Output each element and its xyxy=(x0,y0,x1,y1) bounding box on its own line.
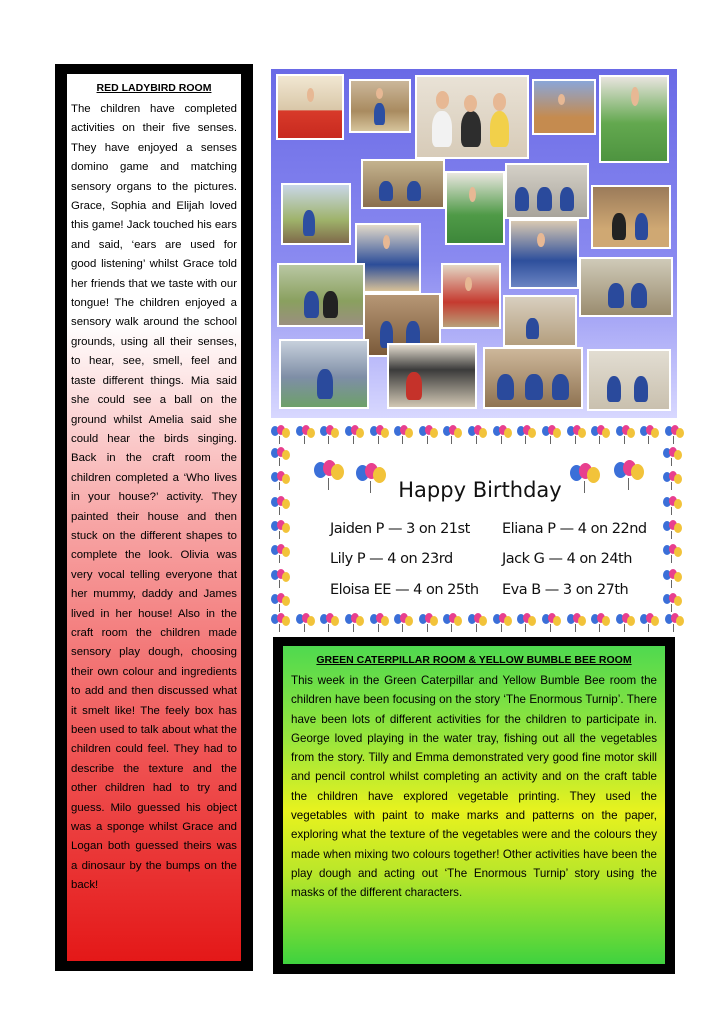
photo-group-reading xyxy=(363,161,443,207)
balloon-icon xyxy=(664,613,684,633)
birthday-entry: Eliana P — 4 on 22nd xyxy=(502,521,647,537)
balloon-icon xyxy=(570,463,600,495)
balloon-icon xyxy=(614,460,644,492)
photo-girl-glasses xyxy=(511,221,577,287)
balloon-icon xyxy=(492,425,512,445)
photo-craft-table xyxy=(351,81,409,131)
green-caterpillar-panel xyxy=(273,637,675,974)
balloon-icon xyxy=(664,425,684,445)
balloon-icon xyxy=(270,496,290,516)
photo-collage xyxy=(271,69,677,418)
photo-hall xyxy=(593,187,669,247)
balloon-icon xyxy=(566,613,586,633)
balloon-icon xyxy=(662,496,682,516)
balloon-icon xyxy=(270,425,290,445)
balloon-icon xyxy=(270,471,290,491)
photo-teacher-group xyxy=(485,349,581,407)
birthday-entry: Eva B — 3 on 27th xyxy=(502,582,629,598)
balloon-icon xyxy=(356,463,386,495)
photo-children-line xyxy=(507,165,587,217)
balloon-icon xyxy=(662,471,682,491)
balloon-icon xyxy=(662,520,682,540)
balloon-icon xyxy=(615,613,635,633)
photo-playdough xyxy=(534,81,594,133)
red-ladybird-body: The children have completed activities on their five senses. They have enjoyed a senses domino game and matching sensory organs to the pictures. Grace, Sophia and Elijah loved this game! Jack touched his ears and said, ‘ears are used for good listening’ whilst Grace told her friends that we taste with our tongue! The children enjoyed a sensory walk around the school grounds, using all their senses, to hear, see, smell, feel and taste different things. Mia said she could see a ball on the ground whilst Amelia said she could hear the birds singing. Back in the craft room the children completed a ‘Who lives in your house?’ activity. They painted their house and then stuck on the different shapes to complete the look. Olivia was very vocal telling everyone that her mummy, daddy and James lived in her house! Also in the craft room the children made sensory play dough, choosing their own colour and ingredients to add and then discussed what it smelt like! The feely box has been used to talk about what the children could feel. They had to describe the texture and the other children had to try and guess. Milo guessed his object was a sponge whilst Grace and Logan both guessed theirs was a dinosaur by the bumps on the back! xyxy=(71,103,237,892)
balloon-border-top xyxy=(270,425,684,447)
birthday-entry: Jack G — 4 on 24th xyxy=(502,551,632,567)
photo-easel xyxy=(389,345,475,407)
green-caterpillar-title: GREEN CATERPILLAR ROOM & YELLOW BUMBLE BEE ROOM xyxy=(316,654,632,666)
balloon-icon xyxy=(590,613,610,633)
birthday-title: Happy Birthday xyxy=(398,478,562,502)
photo-water-tray xyxy=(278,76,342,138)
photo-reading-area xyxy=(589,351,669,409)
photo-boy-playdough xyxy=(357,225,419,291)
red-ladybird-panel xyxy=(55,64,253,971)
photo-girl-seated xyxy=(281,341,367,407)
balloon-icon xyxy=(639,425,659,445)
photo-boy-playdough-2 xyxy=(443,265,499,327)
balloon-icon xyxy=(516,613,536,633)
balloon-icon xyxy=(270,569,290,589)
balloon-icon xyxy=(615,425,635,445)
balloon-icon xyxy=(393,425,413,445)
balloon-icon xyxy=(467,425,487,445)
balloon-icon xyxy=(295,613,315,633)
balloon-icon xyxy=(662,569,682,589)
photo-children-table xyxy=(505,297,575,345)
balloon-icon xyxy=(270,613,290,633)
photo-classroom-1 xyxy=(283,185,349,243)
balloon-icon xyxy=(393,613,413,633)
balloon-icon xyxy=(319,613,339,633)
balloon-icon xyxy=(270,447,290,467)
balloon-icon xyxy=(314,460,344,492)
green-caterpillar-body: This week in the Green Caterpillar and Yellow Bumble Bee room the children have been focusing on the story ‘The Enormous Turnip’. There have been lots of different activities for the children to participate in. George loved playing in the water tray, fishing out all the vegetables from the story. Tilly and Emma demonstrated very good fine motor skill and pencil control whilst completing an activity and on the craft table the children have explored vegetable printing. They used the vegetables with paint to make marks and patterns on the paper, exploring what the texture of the vegetables were and the colours they made when mixing two colours together! Other activities have been the play dough and acting out ‘The Enormous Turnip’ story using the masks of the different characters. xyxy=(291,674,657,900)
balloon-icon xyxy=(467,613,487,633)
balloon-icon xyxy=(662,447,682,467)
balloon-icon xyxy=(369,613,389,633)
photo-painting xyxy=(601,77,667,161)
photo-girl-smiling xyxy=(447,173,503,243)
birthday-section xyxy=(270,425,684,637)
balloon-icon xyxy=(270,593,290,613)
balloon-icon xyxy=(442,425,462,445)
balloon-icon xyxy=(418,425,438,445)
balloon-icon xyxy=(662,544,682,564)
birthday-entry: Lily P — 4 on 23rd xyxy=(330,551,453,567)
balloon-icon xyxy=(541,425,561,445)
balloon-icon xyxy=(442,613,462,633)
balloon-icon xyxy=(270,544,290,564)
balloon-icon xyxy=(541,613,561,633)
birthday-entry: Eloisa EE — 4 on 25th xyxy=(330,582,479,598)
balloon-icon xyxy=(344,425,364,445)
balloon-icon xyxy=(369,425,389,445)
balloon-icon xyxy=(492,613,512,633)
balloon-icon xyxy=(662,593,682,613)
balloon-border-left xyxy=(270,447,292,613)
balloon-icon xyxy=(319,425,339,445)
balloon-icon xyxy=(295,425,315,445)
green-caterpillar-content xyxy=(283,646,665,964)
red-ladybird-title: RED LADYBIRD ROOM xyxy=(96,82,212,94)
birthday-entry: Jaiden P — 3 on 21st xyxy=(330,521,470,537)
balloon-border-bottom xyxy=(270,613,684,635)
photo-children-artwork xyxy=(417,77,527,157)
photo-playground-1 xyxy=(279,265,363,325)
balloon-icon xyxy=(418,613,438,633)
balloon-icon xyxy=(344,613,364,633)
balloon-icon xyxy=(270,520,290,540)
balloon-icon xyxy=(639,613,659,633)
red-ladybird-content xyxy=(67,74,241,961)
photo-playground-2 xyxy=(581,259,671,315)
balloon-border-right xyxy=(662,447,684,613)
balloon-icon xyxy=(566,425,586,445)
balloon-icon xyxy=(516,425,536,445)
balloon-icon xyxy=(590,425,610,445)
